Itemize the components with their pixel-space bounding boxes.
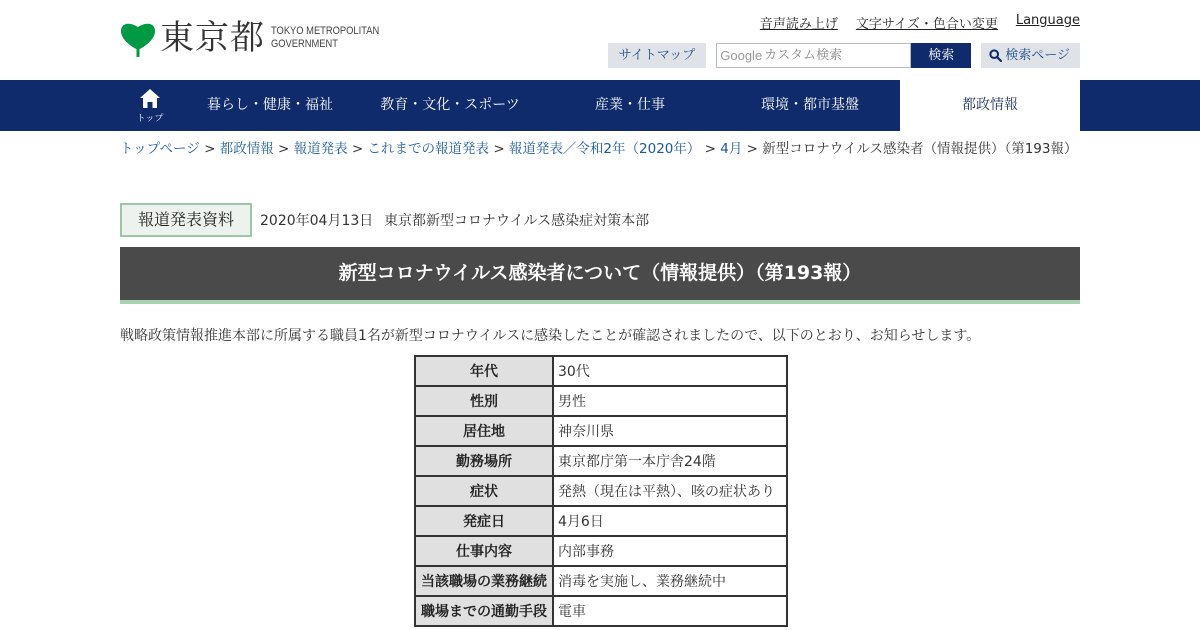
logo-text-ja: 東京都 [160, 18, 265, 58]
site-logo[interactable] [120, 18, 398, 58]
table-row [415, 476, 787, 506]
global-nav-inner [120, 80, 1080, 131]
page-title: 新型コロナウイルス感染者について（情報提供）（第193報） [338, 262, 862, 284]
google-brand: Google [720, 48, 763, 63]
row-value: 男性 [553, 386, 787, 416]
breadcrumb-separator: > [704, 141, 721, 157]
home-icon [139, 88, 161, 109]
ginkgo-leaf-icon [120, 19, 156, 57]
search-row [608, 43, 1080, 68]
global-nav [0, 80, 1200, 131]
breadcrumb-current: 新型コロナウイルス感染者（情報提供）（第193報） [762, 141, 1078, 157]
table-row [415, 386, 787, 416]
row-label: 年代 [415, 356, 553, 386]
table-row [415, 596, 787, 626]
row-value: 4月6日 [553, 506, 787, 536]
row-label: 症状 [415, 476, 553, 506]
search-page-button[interactable] [981, 43, 1080, 68]
table-row [415, 356, 787, 386]
row-value: 内部事務 [553, 536, 787, 566]
logo-text-en [271, 25, 379, 51]
row-value: 消毒を実施し、業務継続中 [553, 566, 787, 596]
row-value: 電車 [553, 596, 787, 626]
row-value: 30代 [553, 356, 787, 386]
utility-links [760, 13, 1080, 32]
site-header [0, 0, 1200, 80]
logo-en-line2: GOVERNMENT [271, 38, 339, 50]
intro-text: 戦略政策情報推進本部に所属する職員1名が新型コロナウイルスに感染したことが確認されましたので、以下のとおり、お知らせします。 [120, 328, 981, 344]
row-label: 勤務場所 [415, 446, 553, 476]
breadcrumb-separator: > [204, 141, 220, 157]
sitemap-button[interactable]: サイトマップ [608, 43, 707, 68]
row-value: 発熱（現在は平熱）、咳の症状あり [553, 476, 787, 506]
search-input[interactable] [764, 48, 902, 63]
language-link[interactable]: Language [1015, 13, 1080, 28]
row-label: 居住地 [415, 416, 553, 446]
row-label: 仕事内容 [415, 536, 553, 566]
nav-item-government-info[interactable]: 都政情報 [900, 80, 1080, 131]
search-box [716, 43, 911, 68]
press-date: 2020年04月13日 [260, 213, 374, 229]
press-department: 東京都新型コロナウイルス感染症対策本部 [384, 213, 650, 229]
table-row [415, 446, 787, 476]
breadcrumb-separator: > [493, 141, 509, 157]
read-aloud-link[interactable]: 音声読み上げ [759, 17, 838, 32]
breadcrumb-link-april[interactable]: 4月 [720, 141, 743, 157]
breadcrumb-link-press-2020[interactable]: 報道発表／令和2年（2020年） [508, 141, 701, 157]
nav-item-industry-work[interactable]: 産業・仕事 [595, 97, 665, 113]
nav-home[interactable] [120, 80, 180, 131]
nav-home-label: トップ [136, 113, 164, 124]
breadcrumb-link-press[interactable]: 報道発表 [293, 141, 348, 157]
table-row [415, 536, 787, 566]
row-label: 当該職場の業務継続 [415, 566, 553, 596]
title-band [120, 247, 1080, 304]
press-release-label: 報道発表資料 [120, 203, 252, 237]
breadcrumb-separator: > [278, 141, 294, 157]
row-value: 神奈川県 [553, 416, 787, 446]
nav-item-living-health-welfare[interactable]: 暮らし・健康・福祉 [207, 97, 333, 113]
row-label: 職場までの通勤手段 [415, 596, 553, 626]
magnifier-icon [989, 49, 1002, 62]
row-value: 東京都庁第一本庁舎24階 [553, 446, 787, 476]
text-size-color-link[interactable]: 文字サイズ・色合い変更 [855, 17, 998, 32]
breadcrumb-link-gov-info[interactable]: 都政情報 [219, 141, 274, 157]
nav-item-environment-infrastructure[interactable]: 環境・都市基盤 [761, 97, 859, 113]
search-page-label: 検索ページ [1005, 48, 1070, 63]
table-row [415, 566, 787, 596]
breadcrumb [120, 141, 1080, 157]
breadcrumb-separator: > [351, 141, 368, 157]
breadcrumb-separator: > [746, 141, 763, 157]
nav-item-education-culture-sports[interactable]: 教育・文化・スポーツ [380, 97, 520, 113]
row-label: 発症日 [415, 506, 553, 536]
logo-en-line1: TOKYO METROPOLITAN [271, 25, 380, 37]
table-row [415, 506, 787, 536]
breadcrumb-link-past-press[interactable]: これまでの報道発表 [367, 141, 490, 157]
search-button[interactable]: 検索 [911, 43, 971, 68]
row-label: 性別 [415, 386, 553, 416]
case-info-table [414, 355, 788, 627]
table-row [415, 416, 787, 446]
breadcrumb-link-top[interactable]: トップページ [120, 141, 200, 157]
